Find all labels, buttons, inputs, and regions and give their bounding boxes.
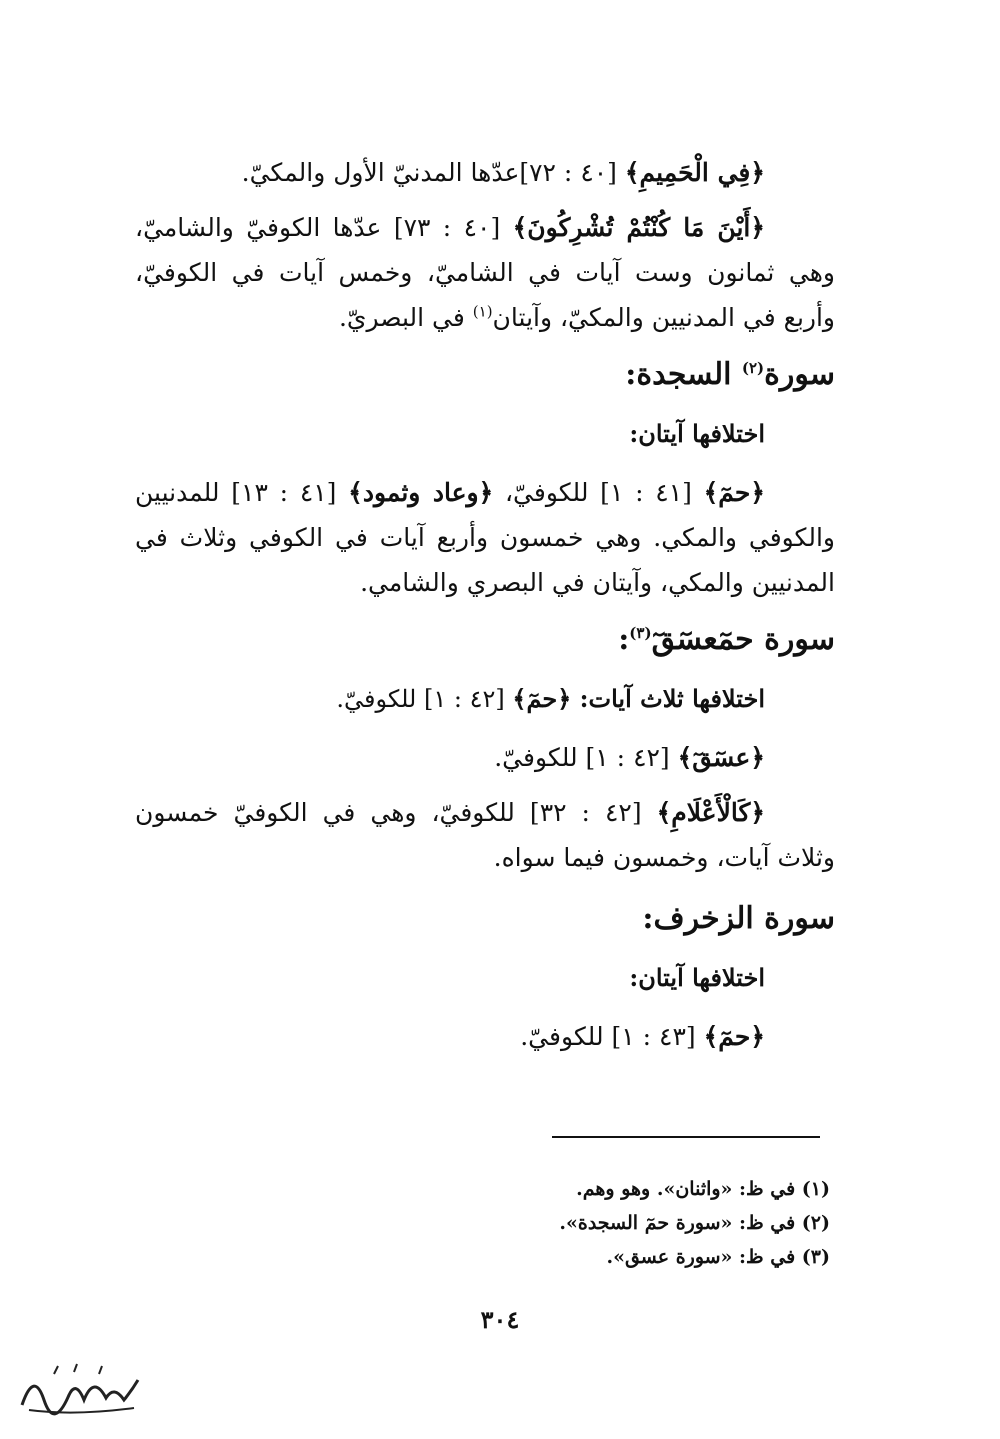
paragraph-text: في البصريّ. bbox=[338, 303, 473, 332]
quran-verse: ﴿أَيْنَ مَا كُنْتُمْ تُشْرِكُونَ﴾ bbox=[512, 213, 765, 242]
paragraph-shura-1 bbox=[135, 735, 835, 780]
paragraph-2 bbox=[135, 205, 835, 340]
footnote-1: (١) في ظ: «واثنان». وهو وهم. bbox=[576, 1178, 830, 1200]
section-heading-sajda bbox=[135, 350, 835, 400]
heading-text: السجدة: bbox=[625, 357, 742, 392]
heading-text: سورة bbox=[764, 357, 835, 392]
paragraph-text: [٤٢ : ٣٢] للكوفيّ، وهي في الكوفيّ خمسون وثلاث آيات، وخمسون فيما سواه. bbox=[135, 798, 835, 872]
heading-text: سورة حمٓعسٓقٓ bbox=[651, 622, 835, 657]
quran-verse: ﴿كَالْأَعْلَامِ﴾ bbox=[656, 798, 765, 827]
section-heading-shura bbox=[135, 615, 835, 665]
quran-verse: ﴿حمٓ﴾ bbox=[703, 1022, 765, 1051]
heading-text: : bbox=[618, 622, 630, 657]
subheading bbox=[135, 677, 835, 721]
page-number: ٣٠٤ bbox=[480, 1305, 520, 1334]
footnote-divider bbox=[552, 1136, 820, 1138]
footnote-marker: (١) bbox=[472, 302, 493, 321]
subheading: اختلافها آيتان: bbox=[629, 419, 765, 448]
paragraph-text: [٤١ : ١] للكوفيّ، bbox=[493, 478, 704, 507]
subheading-text: اختلافها ثلاث آيات: bbox=[571, 684, 765, 713]
quran-verse: ﴿حمٓ﴾ bbox=[512, 684, 572, 713]
paragraph-text: [٤٠ : ٧٣] عدّها الكوفيّ والشاميّ، وهي ثمانون وست آيات في الشاميّ، وخمس آيات في الكوفيّ، وأربع في المدنيين والمكيّ، وآيتان bbox=[135, 213, 835, 332]
footnotes bbox=[330, 1172, 830, 1274]
paragraph-text: [٤٢ : ١] للكوفيّ. bbox=[336, 685, 513, 713]
page-body bbox=[135, 150, 835, 1069]
paragraph-shura-2 bbox=[135, 790, 835, 880]
paragraph-zukhruf bbox=[135, 1014, 835, 1059]
footnote-3: (٣) في ظ: «سورة عسق». bbox=[606, 1246, 830, 1268]
footnote-marker: (٣) bbox=[629, 624, 652, 642]
paragraph-text: [٤٣ : ١] للكوفيّ. bbox=[520, 1022, 704, 1051]
quran-verse: ﴿فِي الْحَمِيمِ﴾ bbox=[624, 158, 765, 187]
quran-verse: ﴿حمٓ﴾ bbox=[703, 478, 766, 507]
footnote-marker: (٢) bbox=[741, 359, 765, 377]
section-heading-zukhruf: سورة الزخرف: bbox=[642, 901, 835, 936]
subheading: اختلافها آيتان: bbox=[629, 963, 765, 992]
quran-verse: ﴿وعاد وثمود﴾ bbox=[348, 478, 494, 507]
paragraph-text: [٤١ : ١٣] للمدنيين والكوفي والمكي. وهي خمسون وأربع آيات في الكوفي وثلاث في المدنيين والمكي، وآيتان في البصري والشامي. bbox=[135, 478, 835, 597]
quran-verse: ﴿عسٓقٓ﴾ bbox=[677, 743, 765, 772]
paragraph-sajda bbox=[135, 470, 835, 605]
paragraph-1 bbox=[135, 150, 835, 195]
footnote-2: (٢) في ظ: «سورة حمٓ السجدة». bbox=[559, 1212, 830, 1234]
paragraph-text: [٤٢ : ١] للكوفيّ. bbox=[494, 743, 678, 772]
watermark-logo-icon bbox=[14, 1360, 144, 1420]
paragraph-text: [٤٠ : ٧٢]عدّها المدنيّ الأول والمكيّ. bbox=[241, 158, 625, 187]
